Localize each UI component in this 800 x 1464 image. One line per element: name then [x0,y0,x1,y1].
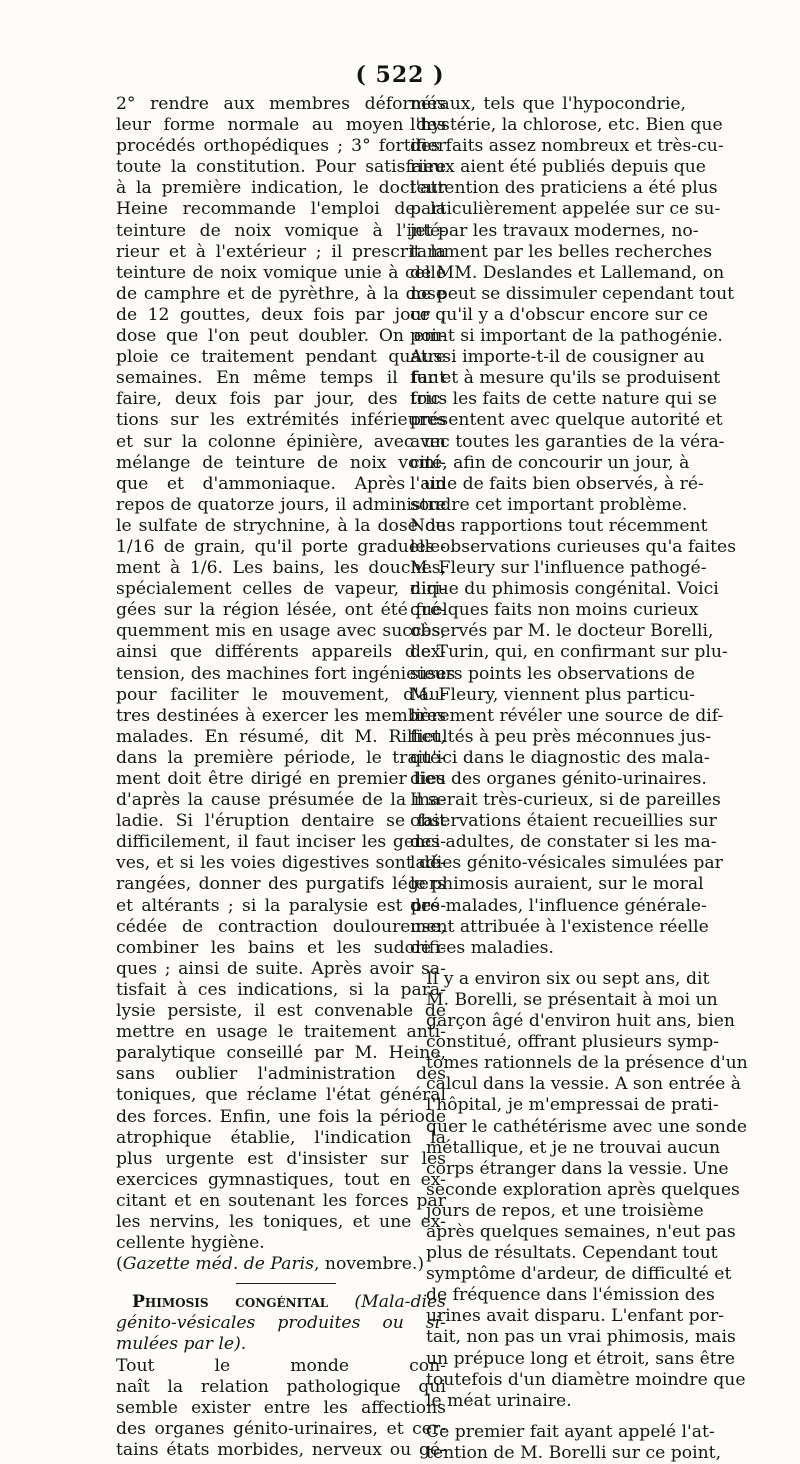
text-line: garçon âgé d'environ huit ans, bien [426,1011,735,1032]
text-line: ce qu'il y a d'obscur encore sur ce [410,304,709,325]
text-line: jet par les travaux modernes, no- [410,220,699,241]
text-line: plus de résultats. Cependant tout [426,1243,718,1264]
text-line: seconde exploration après quelques [426,1179,740,1200]
text-line: faire, deux fois par jour, des fric- [116,389,446,410]
text-line: naît la relation pathologique qui [116,1376,446,1397]
text-line: ploie ce traitement pendant quatre [116,347,446,368]
text-line: des forces. Enfin, une fois la période [116,1106,446,1127]
text-line: urines avait disparu. L'enfant por- [426,1306,724,1327]
text-line: de ces maladies. [410,937,554,958]
left-paragraph-2 [116,1356,446,1461]
section-heading [116,1292,446,1355]
text-line: ment à 1/6. Les bains, les douches, [116,558,446,579]
text-line: de Turin, qui, en confirmant sur plu- [410,642,728,663]
text-line: le méat urinaire. [426,1390,572,1411]
text-line: Aussi importe-t-il de cousigner au [410,347,705,368]
text-line: semaines. En même temps il faut [116,368,446,389]
text-line: lysie persiste, il est convenable de [116,1001,446,1022]
text-line: observations étaient recueillies sur [410,811,717,832]
text-line: les nervins, les toniques, et une ex- [116,1211,446,1232]
text-line: tres destinées à exercer les membres [116,705,446,726]
text-line: Nous rapportions tout récemment [410,515,708,536]
text-line: leur forme normale au moyen des [116,115,446,136]
text-line: avec toutes les garanties de la véra- [410,431,725,452]
text-line: jours de repos, et une troisième [426,1200,704,1221]
page-number: ( 522 ) [355,62,445,88]
text-line: plus urgente est d'insister sur les [116,1148,446,1169]
citation-close: , novembre.) [313,1254,425,1275]
text-line: présentent avec quelque autorité et [410,410,723,431]
text-line: M. Fleury sur l'influence pathogé- [410,558,707,579]
text-line: procédés orthopédiques ; 3° fortifier [116,136,446,157]
text-line: rieur et à l'extérieur ; il prescrit la [116,241,446,262]
text-line: teinture de noix vomique unie à celle [116,262,446,283]
text-line: rangées, donner des purgatifs légers [116,874,446,895]
text-line: toniques, que réclame l'état général [116,1085,446,1106]
text-line: dose que l'on peut doubler. On em- [116,326,446,347]
text-line: dies des organes génito-urinaires. [410,769,707,789]
text-line: l'attention des praticiens a été plus [410,178,718,199]
text-line: 1/16 de grain, qu'il porte graduelle- [116,536,446,557]
text-line: tisfait à ces indications, si la para- [116,979,446,1000]
text-line: tamment par les belles recherches [410,241,713,262]
text-line: ficultés à peu près méconnues jus- [410,726,712,747]
left-paragraph-1 [116,94,456,1254]
text-line: et sur la colonne épinière, avec un [116,431,446,452]
text-line: cité, afin de concourir un jour, à [410,452,690,473]
section-title: Phimosis congénital [132,1292,329,1313]
text-line: sans oublier l'administration des [116,1064,446,1085]
text-line: soudre cet important problème. [410,494,688,515]
text-line: ladies génito-vésicales simulées par [410,853,723,874]
text-line: de 12 gouttes, deux fois par jour ; [116,304,446,325]
text-line: exercices gymnastiques, tout en ex- [116,1169,446,1190]
text-line: ques ; ainsi de suite. Après avoir sa- [116,958,446,979]
text-line: fur et à mesure qu'ils se produisent [410,368,721,389]
text-line: ment attribuée à l'existence réelle [410,916,709,937]
text-line: que et d'ammoniaque. Après un [116,473,446,494]
citation [116,1254,446,1275]
text-line: difficilement, il faut inciser les genci- [116,832,446,853]
text-line: ladie. Si l'éruption dentaire se fait [116,811,446,832]
text-line: le sulfate de strychnine, à la dose de [116,515,446,536]
text-line: gées sur la région lésée, ont été fré- [116,600,446,621]
text-line: quemment mis en usage avec succès, [116,621,446,642]
text-line: tains états morbides, nerveux ou gé- [116,1439,446,1460]
text-line: corps étranger dans la vessie. Une [426,1158,729,1179]
text-line: citant et en soutenant les forces par [116,1190,446,1211]
text-line: nique du phimosis congénital. Voici [410,579,719,600]
left-column [116,94,456,1461]
text-line: de MM. Deslandes et Lallemand, on [410,262,725,283]
right-column [410,94,748,1464]
text-line: toute la constitution. Pour satisfaire [116,157,446,178]
text-line: tions sur les extrémités inférieures [116,410,446,431]
text-line: tous les faits de cette nature qui se [410,389,717,410]
text-line: mettre en usage le traitement anti- [116,1022,446,1043]
text-line: spécialement celles de vapeur, diri- [116,579,446,600]
text-line: un prépuce long et étroit, sans être [426,1348,736,1369]
text-line: Il y a environ six ou sept ans, dit [426,968,710,989]
text-line: 2° rendre aux membres déformés [116,94,446,114]
text-line: Il serait très-curieux, si de pareilles [410,790,721,811]
text-line: ne peut se dissimuler cependant tout [410,283,735,304]
text-line: des malades, l'influence générale- [410,895,707,916]
text-line: ment doit être dirigé en premier lieu [116,769,446,789]
right-paragraph-3 [410,1421,722,1464]
text-line: semble exister entre les affections [116,1397,446,1418]
text-line: tension, des machines fort ingénieuses [116,663,456,684]
text-line: atrophique établie, l'indication la [116,1127,446,1148]
text-line: et altérants ; si la paralysie est pré- [116,895,446,916]
text-line: particulièrement appelée sur ce su- [410,199,721,220]
text-line: sieurs points les observations de [410,663,695,684]
text-line: après quelques semaines, n'eut pas [426,1221,736,1242]
text-line: observés par M. le docteur Borelli, [410,621,714,642]
text-line: M. Borelli, se présentait à moi un [426,989,718,1010]
text-line: de camphre et de pyrèthre, à la dose [116,283,446,304]
text-line: Ce premier fait ayant appelé l'at- [426,1421,715,1442]
text-line: le phimosis auraient, sur le moral [410,874,704,895]
text-line: les observations curieuses qu'a faites [410,536,737,557]
text-line: malades. En résumé, dit M. Rilliet, [116,726,446,747]
text-line: néraux, tels que l'hypocondrie, [410,94,686,114]
text-line: Tout le monde con- [116,1355,446,1376]
text-line: cellente hygiène. [116,1233,265,1254]
text-line: qu'ici dans le diagnostic des mala- [410,747,710,768]
text-line: quer le cathétérisme avec une sonde [426,1116,748,1137]
text-line: constitué, offrant plusieurs symp- [426,1032,720,1053]
text-line: tention de M. Borelli sur ce point, [426,1442,722,1463]
right-paragraph-2 [410,968,748,1412]
text-line: combiner les bains et les sudorifi- [116,937,446,958]
text-line: quelques faits non moins curieux [410,600,699,621]
text-line: ves, et si les voies digestives sont dé- [116,853,446,874]
text-line: M. Fleury, viennent plus particu- [410,684,696,705]
text-line: Heine recommande l'emploi de la [116,199,446,220]
citation-open: ( [116,1254,123,1275]
text-line: métallique, et je ne trouvai aucun [426,1137,721,1158]
text-line: d'après la cause présumée de la ma- [116,790,446,811]
text-line: paralytique conseillé par M. Heine, [116,1043,446,1064]
text-line: point si important de la pathogénie. [410,326,723,347]
text-line: l'hôpital, je m'empressai de prati- [426,1095,719,1116]
section-subtitle: (Mala-dies génito-vésicales produites ou si-mulées par le). [116,1292,446,1355]
text-line: de fréquence dans l'émission des [426,1285,715,1306]
text-line: l'aide de faits bien observés, à ré- [410,473,704,494]
section-divider [236,1283,336,1284]
text-line: tômes rationnels de la présence d'un [426,1053,748,1074]
text-line: l'hystérie, la chlorose, etc. Bien que [410,115,723,136]
citation-source: Gazette méd. de Paris [122,1254,314,1275]
text-line: des organes génito-urinaires, et cer- [116,1418,446,1439]
right-paragraph-1 [410,94,737,959]
text-line: rieux aient été publiés depuis que [410,157,706,178]
text-line: mélange de teinture de noix vomi- [116,452,446,473]
text-line: repos de quatorze jours, il administre [116,494,446,515]
text-line: ainsi que différents appareils d'ex- [116,642,446,663]
text-line: dans la première période, le traite- [116,747,446,768]
text-line: teinture de noix vomique à l'inté- [116,220,446,241]
text-line: symptôme d'ardeur, de difficulté et [426,1264,732,1285]
text-line: pour faciliter le mouvement, d'au- [116,684,446,705]
text-line: à la première indication, le docteur [116,178,446,199]
text-line: cédée de contraction douloureuse, [116,916,446,937]
text-line: des faits assez nombreux et très-cu- [410,136,724,157]
text-line: des adultes, de constater si les ma- [410,832,717,853]
text-line: toutefois d'un diamètre moindre que [426,1369,746,1390]
text-line: lièrement révéler une source de dif- [410,705,724,726]
text-line: calcul dans la vessie. A son entrée à [426,1074,741,1095]
text-line: tait, non pas un vrai phimosis, mais [426,1327,736,1348]
